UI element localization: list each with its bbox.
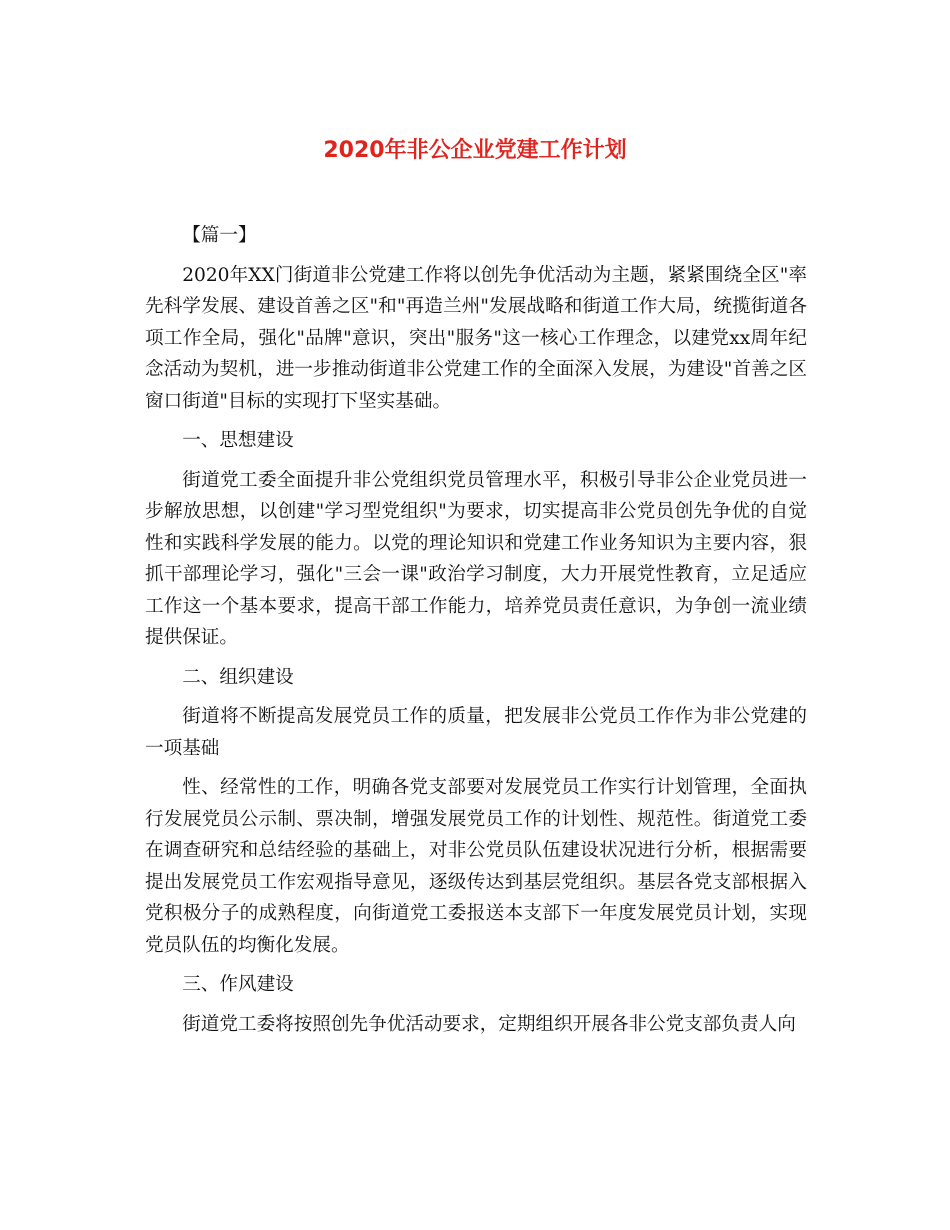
paragraph-ideology: 街道党工委全面提升非公党组织党员管理水平，积极引导非公企业党员进一步解放思想，以创建"学习型党组织"为要求，切实提高非公党员创先争优的自觉性和实践科学发展的能力。以党的理论知识和党建工作业务知识为主要内容，狠抓干部理论学习，强化"三会一课"政治学习制度，大力开展党性教育，立足适应工作这一个基本要求，提高干部工作能力，培养党员责任意识，为争创一流业绩提供保证。 — [145, 469, 807, 648]
heading-ideology: 一、思想建设 — [182, 430, 294, 451]
paragraph-style: 街道党工委将按照创先争优活动要求，定期组织开展各非公党支部负责人向 — [182, 1013, 796, 1035]
paragraph-intro: 2020年XX门街道非公党建工作将以创先争优活动为主题，紧紧围绕全区"率先科学发展、建设首善之区"和"再造兰州"发展战略和街道工作大局，统揽街道各项工作全局，强化"品牌"意识，突出"服务"这一核心工作理念，以建党xx周年纪念活动为契机，进一步推动街道非公党建工作的全面深入发展，为建设"首善之区窗口街道"目标的实现打下坚实基础。 — [145, 264, 807, 412]
heading-organization: 二、组织建设 — [182, 666, 294, 688]
paragraph-organization-2: 性、经常性的工作，明确各党支部要对发展党员工作实行计划管理，全面执行发展党员公示制、票决制，增强发展党员工作的计划性、规范性。街道党工委在调查研究和总结经验的基础上，对非公党员队伍建设状况进行分析，根据需要提出发展党员工作宏观指导意见，逐级传达到基层党组织。基层各党支部根据入党积极分子的成熟程度，向街道党工委报送本支部下一年度发展党员计划，实现党员队伍的均衡化发展。 — [145, 777, 807, 956]
heading-style: 三、作风建设 — [182, 974, 294, 995]
document-title: 2020年非公企业党建工作计划 — [323, 138, 627, 163]
document-body — [145, 220, 807, 1048]
section-label: 【篇一】 — [182, 225, 257, 246]
paragraph-organization-1: 街道将不断提高发展党员工作的质量，把发展非公党员工作作为非公党建的一项基础 — [145, 706, 807, 759]
